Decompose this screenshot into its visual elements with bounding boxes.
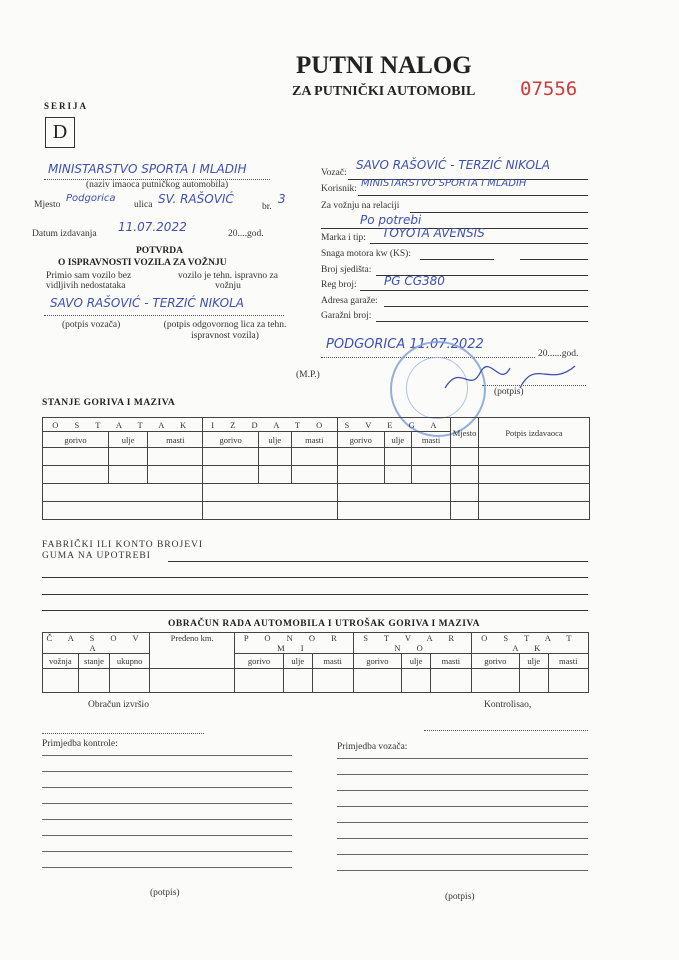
sub-driving: vožnja (43, 654, 79, 669)
sub-grease: masti (312, 654, 353, 669)
number-value: 3 (278, 192, 286, 206)
street-label: ulica (134, 200, 153, 210)
sub-oil: ulje (402, 654, 431, 669)
remark-line (337, 822, 588, 823)
col-total: S V E G A (337, 418, 450, 432)
route-value: Po potrebi (360, 213, 422, 227)
sub-fuel: gorivo (353, 654, 402, 669)
confirmation-subtitle: O ISPRAVNOSTI VOZILA ZA VOŽNJU (58, 258, 227, 268)
year-suffix: 20....god. (228, 229, 264, 239)
col-norm: P O N O R M I (235, 633, 353, 654)
remark-line (337, 774, 588, 775)
sub-fuel: gorivo (43, 432, 109, 448)
calculated-by-label: Obračun izvršio (88, 700, 149, 710)
sub-fuel: gorivo (337, 432, 384, 448)
sub-fuel: gorivo (203, 432, 258, 448)
sub-fuel: gorivo (235, 654, 284, 669)
remark-line (42, 803, 292, 804)
col-place: Mjesto (451, 418, 479, 448)
user-label: Korisnik: (321, 184, 357, 194)
remark-line (42, 787, 292, 788)
place-value: Podgorica (66, 193, 116, 204)
sub-grease: masti (412, 432, 451, 448)
document-title: PUTNI NALOG (296, 52, 472, 79)
owner-value: MINISTARSTVO SPORTA I MLADIH (48, 162, 247, 176)
registration-label: Reg broj: (321, 280, 357, 290)
garage-address-label: Adresa garaže: (321, 296, 378, 306)
garage-number-label: Garažni broj: (321, 311, 372, 321)
remark-line (337, 806, 588, 807)
driver-signature-label: (potpis) (445, 892, 475, 902)
issue-place-date: PODGORICA 11.07.2022 (326, 337, 484, 352)
issue-date-label: Datum izdavanja (32, 229, 97, 239)
sub-oil: ulje (519, 654, 548, 669)
document-subtitle: ZA PUTNIČKI AUTOMOBIL (292, 84, 476, 99)
driver-value: SAVO RAŠOVIĆ - TERZIĆ NIKOLA (356, 158, 550, 172)
remark-line (42, 851, 292, 852)
make-value: TOYOTA AVENSIS (382, 226, 485, 240)
fuel-table (42, 417, 590, 520)
serial-number: 07556 (520, 78, 578, 100)
control-signature-label: (potpis) (150, 888, 180, 898)
tires-label-2: GUMA NA UPOTREBI (42, 551, 151, 561)
remark-line (42, 819, 292, 820)
remark-line (42, 755, 292, 756)
confirmation-signature: SAVO RAŠOVIĆ - TERZIĆ NIKOLA (50, 296, 244, 310)
col-hours: Č A S O V A (43, 633, 150, 654)
remark-line (337, 838, 588, 839)
power-label: Snaga motora kw (KS): (321, 249, 411, 259)
driver-label: Vozač: (321, 168, 347, 178)
handwritten-signature (440, 358, 580, 398)
fuel-section-title: STANJE GORIVA I MAZIVA (42, 398, 176, 408)
year-suffix-right: 20......god. (538, 349, 579, 359)
received-text: Primio sam vozilo bez vidljivih nedostataka (46, 271, 132, 291)
issue-date-value: 11.07.2022 (118, 220, 187, 234)
col-issued: I Z D A T O (203, 418, 338, 432)
checked-by-label: Kontrolisao, (484, 700, 532, 710)
calculation-table (42, 632, 589, 693)
make-label: Marka i tip: (321, 233, 366, 243)
responsible-signature-label: (potpis odgovornog lica za tehn. ispravnost vozila) (163, 320, 287, 341)
remark-line (337, 790, 588, 791)
remark-line (337, 854, 588, 855)
calculation-title: OBRAČUN RADA AUTOMOBILA I UTROŠAK GORIVA I MAZIVA (168, 619, 480, 629)
series-label: SERIJA (44, 101, 89, 111)
sub-grease: masti (148, 432, 203, 448)
sub-grease: masti (291, 432, 337, 448)
registration-value: PG CG380 (384, 274, 445, 288)
col-remaining: O S T A T A K (471, 633, 588, 654)
col-actual: S T V A R N O (353, 633, 471, 654)
seats-label: Broj sjedišta: (321, 265, 372, 275)
remark-line (42, 835, 292, 836)
route-label: Za vožnju na relaciji (321, 201, 400, 211)
series-box: D (45, 117, 75, 148)
remark-line (337, 758, 588, 759)
user-value: MINISTARSTVO SPORTA I MLADIH (361, 178, 527, 189)
col-issuer-signature: Potpis izdavaoca (479, 418, 590, 448)
col-km: Pređeno km. (150, 633, 235, 669)
tires-label-1: FABRIČKI ILI KONTO BROJEVI (42, 540, 204, 550)
remark-line (42, 867, 292, 868)
remark-line (42, 771, 292, 772)
sub-oil: ulje (384, 432, 412, 448)
owner-label: (naziv imaoca putničkog automobila) (86, 180, 229, 190)
sub-fuel: gorivo (471, 654, 519, 669)
sub-idle: stanje (78, 654, 109, 669)
place-label: Mjesto (34, 200, 61, 210)
number-label: br. (262, 202, 272, 212)
street-value: SV. RAŠOVIĆ (158, 192, 234, 206)
sub-oil: ulje (258, 432, 291, 448)
seal-place-label: (M.P.) (296, 370, 320, 380)
control-remarks-label: Primjedba kontrole: (42, 739, 118, 749)
sub-grease: masti (430, 654, 471, 669)
driver-remarks-label: Primjedba vozača: (337, 742, 408, 752)
sub-total: ukupno (110, 654, 150, 669)
col-remaining: O S T A T A K (43, 418, 203, 432)
confirmation-title: POTVRDA (136, 246, 183, 256)
sub-oil: ulje (109, 432, 148, 448)
issuer-signature-label: (potpis) (494, 387, 524, 397)
sub-oil: ulje (283, 654, 312, 669)
roadworthy-text: vozilo je tehn. ispravno za vožnju (178, 271, 278, 291)
remark-line (337, 870, 588, 871)
sub-grease: masti (548, 654, 588, 669)
driver-signature-label: (potpis vozača) (62, 320, 121, 330)
